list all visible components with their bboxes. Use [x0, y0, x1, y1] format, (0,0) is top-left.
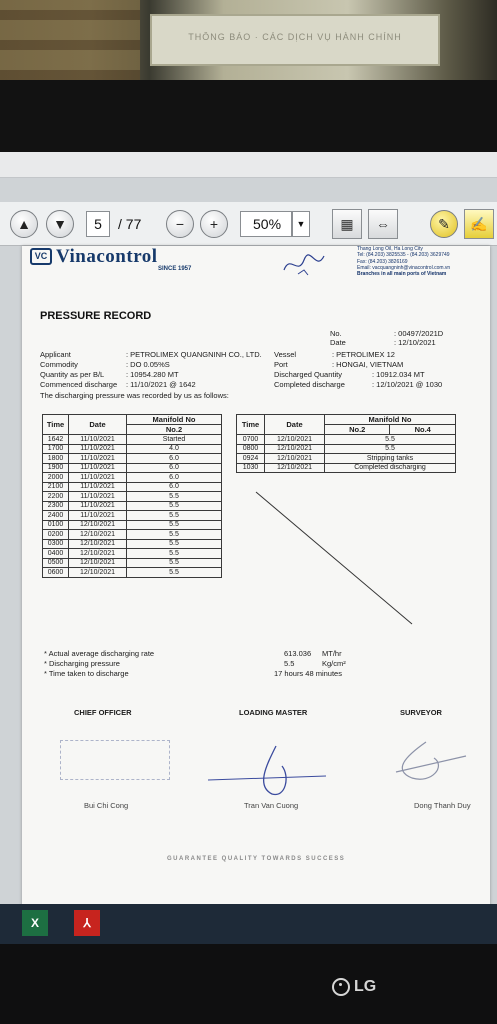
signatory-name: Dong Thanh Duy [414, 801, 471, 810]
initials-signature [280, 250, 330, 280]
col-header-no2: No.2 [325, 425, 390, 435]
table-row [43, 549, 222, 559]
summary-label: * Discharging pressure [44, 659, 120, 668]
field-label: Applicant [40, 350, 71, 359]
pdf-reader-app-icon[interactable]: ⅄ [74, 910, 100, 936]
table-row [237, 454, 456, 464]
poster-text: THÔNG BÁO · CÁC DỊCH VỤ HÀNH CHÍNH [188, 32, 402, 42]
pressure-cell: Completed discharging [325, 463, 456, 473]
signatory-role: LOADING MASTER [239, 708, 308, 717]
col-header-time: Time [43, 415, 69, 435]
report-no-value: : 00497/2021D [394, 329, 444, 338]
table-row [237, 463, 456, 473]
date-cell: 11/10/2021 [69, 492, 127, 502]
table-row [43, 492, 222, 502]
table-row [43, 501, 222, 511]
document-title: PRESSURE RECORD [40, 310, 152, 322]
pressure-cell: 5.5 [127, 549, 222, 559]
viewer-title-area [0, 152, 497, 178]
date-cell: 11/10/2021 [69, 444, 127, 454]
time-cell: 0200 [43, 530, 69, 540]
background-wall [0, 0, 497, 80]
pressure-cell: 6.0 [127, 473, 222, 483]
summary-value: 17 hours 48 minutes [274, 669, 342, 678]
signatory-role: CHIEF OFFICER [74, 708, 132, 717]
time-cell: 0100 [43, 520, 69, 530]
time-cell: 0300 [43, 539, 69, 549]
contact-line: Tel: (84.203) 3825535 - (84.203) 3629749 [357, 252, 450, 259]
footer-motto: GUARANTEE QUALITY TOWARDS SUCCESS [167, 856, 346, 862]
col-header-date: Date [265, 415, 325, 435]
vinacontrol-logo-icon: VC [30, 248, 52, 265]
date-cell: 12/10/2021 [69, 530, 127, 540]
pressure-cell: 5.5 [325, 435, 456, 445]
table-row [43, 463, 222, 473]
date-cell: 11/10/2021 [69, 454, 127, 464]
chief-officer-stamp [60, 740, 170, 780]
summary-label-text: Time taken to discharge [48, 669, 129, 678]
date-cell: 12/10/2021 [265, 463, 325, 473]
time-cell: 1030 [237, 463, 265, 473]
date-cell: 12/10/2021 [265, 435, 325, 445]
report-date-value: : 12/10/2021 [394, 338, 436, 347]
field-value: : 11/10/2021 @ 1642 [126, 380, 196, 389]
time-cell: 0400 [43, 549, 69, 559]
next-page-arrow-icon[interactable]: ▼ [46, 210, 74, 238]
table-row [43, 520, 222, 530]
field-value: : HONGAI, VIETNAM [332, 360, 404, 369]
date-cell: 11/10/2021 [69, 501, 127, 511]
monitor-screen [0, 152, 497, 944]
monitor-bezel-bottom [0, 944, 497, 1024]
pressure-cell: 5.5 [127, 520, 222, 530]
sign-icon[interactable]: ✍ [464, 209, 494, 239]
contact-block [357, 246, 450, 277]
pressure-cell: 5.5 [127, 492, 222, 502]
field-value: : 10954.280 MT [126, 370, 179, 379]
excel-app-icon[interactable]: X [22, 910, 48, 936]
document-page [22, 246, 490, 936]
table-row [43, 511, 222, 521]
field-label: Port [274, 360, 288, 369]
pressure-cell: 6.0 [127, 463, 222, 473]
pressure-cell: 6.0 [127, 482, 222, 492]
table-row [43, 539, 222, 549]
table-row [43, 473, 222, 483]
summary-label-text: Discharging pressure [49, 659, 120, 668]
pressure-cell: 5.5 [127, 539, 222, 549]
time-cell: 2000 [43, 473, 69, 483]
report-no-label: No. [330, 329, 342, 338]
date-cell: 11/10/2021 [69, 473, 127, 483]
brand-name: Vinacontrol [56, 246, 158, 267]
pressure-cell: 5.5 [325, 444, 456, 454]
date-cell: 12/10/2021 [69, 558, 127, 568]
date-cell: 12/10/2021 [69, 549, 127, 559]
summary-label: * Time taken to discharge [44, 669, 129, 678]
zoom-in-icon[interactable]: + [200, 210, 228, 238]
summary-value: 613.036 [284, 649, 312, 658]
col-header-no4: No.4 [390, 425, 456, 435]
date-cell: 12/10/2021 [69, 568, 127, 578]
time-cell: 0700 [237, 435, 265, 445]
previous-page-arrow-icon[interactable]: ▲ [10, 210, 38, 238]
time-cell: 2100 [43, 482, 69, 492]
time-cell: 1800 [43, 454, 69, 464]
summary-label: * Actual average discharging rate [44, 649, 155, 658]
date-cell: 11/10/2021 [69, 511, 127, 521]
table-row [43, 568, 222, 578]
page-number-input[interactable]: 5 [86, 211, 110, 237]
signatory-name: Bui Chi Cong [84, 801, 129, 810]
summary-unit: Kg/cm² [322, 659, 346, 668]
summary-unit: MT/hr [322, 649, 342, 658]
zoom-out-icon[interactable]: − [166, 210, 194, 238]
table-strike-line [236, 490, 460, 630]
time-cell: 1642 [43, 435, 69, 445]
table-row [43, 530, 222, 540]
pressure-cell: Started [127, 435, 222, 445]
col-header-no2: No.2 [127, 425, 222, 435]
date-cell: 12/10/2021 [265, 444, 325, 454]
table-row [43, 435, 222, 445]
table-row [237, 444, 456, 454]
pressure-table-left [42, 414, 222, 578]
pressure-cell: 5.5 [127, 558, 222, 568]
contact-line: Thang Long Oil, Ha Long City [357, 246, 423, 252]
brand-since: SINCE 1957 [158, 266, 192, 272]
handwritten-signatures [206, 736, 476, 806]
taskbar [0, 904, 497, 944]
contact-line: Fax: (84.203) 3826169 [357, 258, 408, 265]
intro-text: The discharging pressure was recorded by us as follows: [40, 391, 229, 400]
pressure-table-right [236, 414, 456, 473]
comment-icon[interactable]: ✎ [430, 210, 458, 238]
pressure-cell: 5.5 [127, 511, 222, 521]
background-poster [150, 14, 440, 66]
lg-logo-icon: LG [332, 978, 376, 996]
date-cell: 12/10/2021 [69, 539, 127, 549]
zoom-level-select[interactable]: 50% [240, 211, 292, 237]
summary-value: 5.5 [284, 659, 295, 668]
col-header-manifold: Manifold No [325, 415, 456, 425]
col-header-time: Time [237, 415, 265, 435]
pressure-cell: 5.5 [127, 501, 222, 511]
field-label: Commodity [40, 360, 78, 369]
table-row [43, 482, 222, 492]
pressure-cell: Stripping tanks [325, 454, 456, 464]
pressure-cell: 4.0 [127, 444, 222, 454]
field-value: : 10912.034 MT [372, 370, 425, 379]
signatory-name: Tran Van Cuong [244, 801, 299, 810]
monitor-bezel-top [0, 80, 497, 152]
time-cell: 0800 [237, 444, 265, 454]
time-cell: 2300 [43, 501, 69, 511]
date-cell: 12/10/2021 [69, 520, 127, 530]
field-label: Vessel [274, 350, 297, 359]
summary-label-text: Actual average discharging rate [48, 649, 155, 658]
time-cell: 0500 [43, 558, 69, 568]
contact-line: Email: vacquangninh@vinacontrol.com.vn [357, 264, 451, 271]
table-row [237, 435, 456, 445]
date-cell: 11/10/2021 [69, 463, 127, 473]
col-header-manifold: Manifold No [127, 415, 222, 425]
table-row [43, 454, 222, 464]
fit-width-icon[interactable]: ⇔ [368, 209, 398, 239]
time-cell: 1900 [43, 463, 69, 473]
date-cell: 11/10/2021 [69, 482, 127, 492]
field-value: : PETROLIMEX QUANGNINH CO., LTD. [126, 350, 262, 359]
signatory-role: SURVEYOR [400, 708, 442, 717]
time-cell: 2200 [43, 492, 69, 502]
time-cell: 0600 [43, 568, 69, 578]
field-label: Discharged Quantity [274, 370, 342, 379]
field-label: Commenced discharge [40, 380, 118, 389]
field-label: Completed discharge [274, 380, 345, 389]
col-header-date: Date [69, 415, 127, 435]
field-value: : 12/10/2021 @ 1030 [372, 380, 443, 389]
field-label: Quantity as per B/L [40, 370, 105, 379]
page-total: / 77 [118, 216, 142, 232]
pdf-toolbar [0, 202, 497, 246]
date-cell: 11/10/2021 [69, 435, 127, 445]
pressure-cell: 6.0 [127, 454, 222, 464]
pressure-cell: 5.5 [127, 568, 222, 578]
table-row [43, 558, 222, 568]
pressure-cell: 5.5 [127, 530, 222, 540]
fit-page-icon[interactable]: ▦ [332, 209, 362, 239]
contact-line: Branches in all main ports of Vietnam [357, 271, 447, 277]
field-value: : PETROLIMEX 12 [332, 350, 395, 359]
field-value: : DO 0.05%S [126, 360, 170, 369]
time-cell: 2400 [43, 511, 69, 521]
zoom-dropdown-chevron-icon[interactable]: ▼ [292, 211, 310, 237]
time-cell: 0924 [237, 454, 265, 464]
date-cell: 12/10/2021 [265, 454, 325, 464]
background-shelf [0, 0, 140, 80]
time-cell: 1700 [43, 444, 69, 454]
report-date-label: Date [330, 338, 346, 347]
table-row [43, 444, 222, 454]
